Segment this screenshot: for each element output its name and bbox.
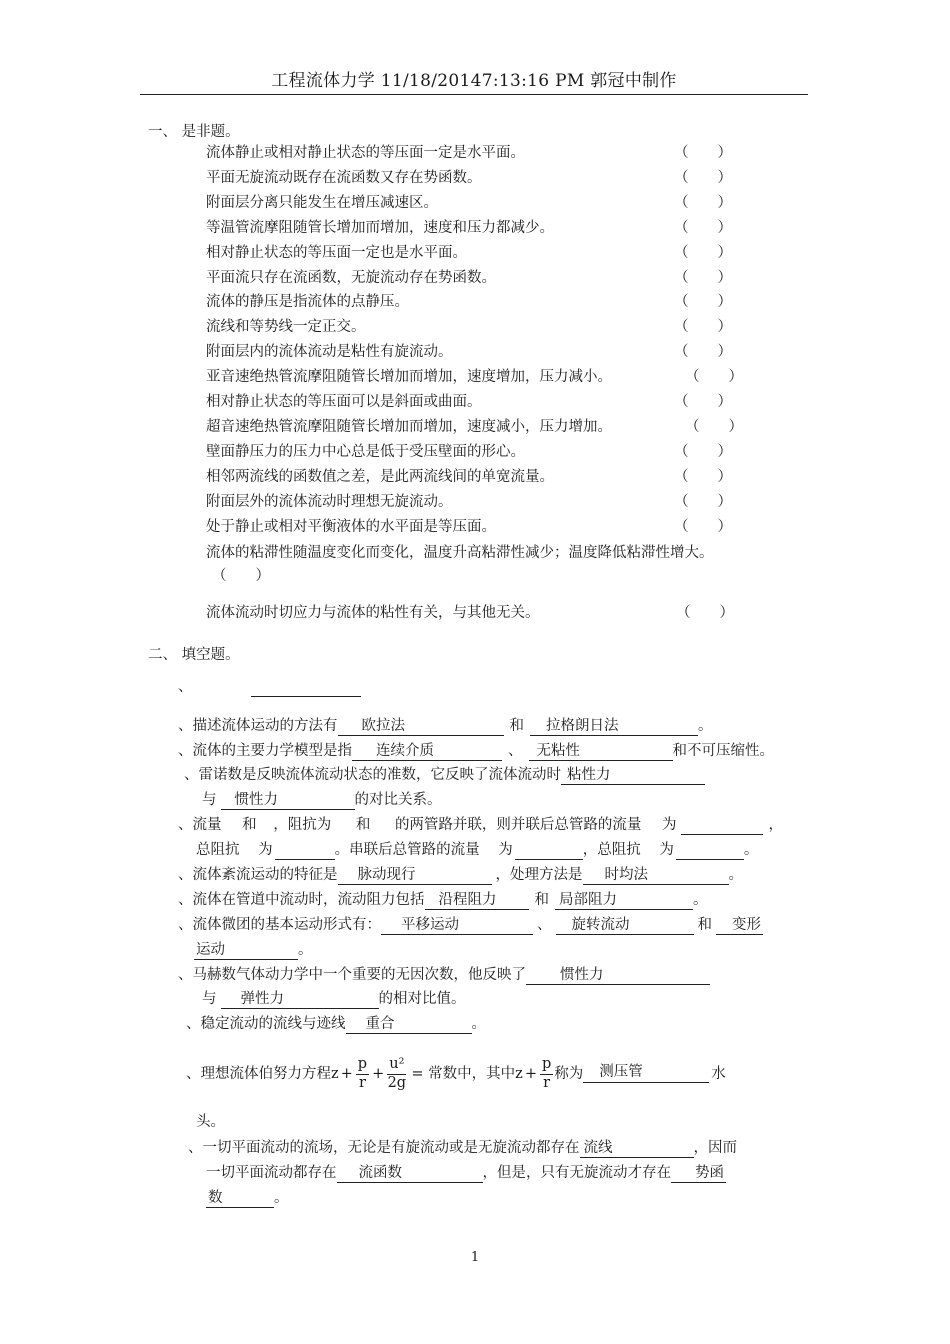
- formula-symbol: +: [340, 1065, 353, 1082]
- answer-blank[interactable]: 时均法: [583, 868, 729, 885]
- question-text: 与: [202, 792, 217, 808]
- question-text: 。: [298, 942, 313, 958]
- answer-paren[interactable]: （ ）: [674, 468, 732, 485]
- answer-paren[interactable]: （ ）: [674, 493, 732, 510]
- answer-blank[interactable]: 运动: [194, 943, 298, 960]
- fill-question-10: [186, 1052, 726, 1096]
- question-text: 、: [537, 917, 552, 933]
- fill-question-8-line2: [202, 992, 466, 1009]
- list-item: [206, 219, 732, 236]
- question-text: 为: [659, 842, 674, 858]
- question-text: 和: [509, 718, 524, 734]
- fill-question-1: [178, 719, 713, 736]
- list-item: [206, 169, 732, 186]
- formula-numerator: u²: [387, 1056, 406, 1074]
- fill-question-4: [178, 818, 808, 835]
- answer-paren[interactable]: （ ）: [674, 145, 732, 161]
- list-item: [206, 443, 732, 460]
- question-text: 流体的静压是指流体的点静压。: [206, 294, 409, 311]
- list-item: [206, 244, 732, 261]
- question-text: 和: [534, 892, 549, 908]
- question-text: 为: [662, 817, 677, 833]
- question-text: 的对比关系。: [354, 792, 442, 808]
- fill-question-2: [178, 744, 774, 761]
- list-item: [206, 418, 743, 435]
- question-text: ，阻抗为: [273, 817, 332, 833]
- formula-symbol: z: [331, 1065, 339, 1082]
- answer-blank[interactable]: 局部阻力: [555, 893, 693, 910]
- answer-paren[interactable]: （ ）: [674, 269, 732, 286]
- question-text: 。: [274, 1190, 289, 1206]
- list-item: [206, 194, 732, 211]
- question-text: 超音速绝热管流摩阻随管长增加而增加，速度减小，压力增加。: [206, 418, 612, 435]
- formula-numerator: p: [540, 1056, 553, 1074]
- question-text: 总阻抗: [196, 842, 240, 858]
- question-text: 处于静止或相对平衡液体的水平面是等压面。: [206, 518, 496, 535]
- question-text: 和不可压缩性。: [672, 743, 774, 759]
- question-text: 流体流动时切应力与流体的粘性有关，与其他无关。: [206, 605, 540, 621]
- fill-question-11: [188, 1141, 808, 1158]
- answer-blank[interactable]: [251, 680, 361, 697]
- answer-blank[interactable]: 粘性力: [561, 768, 705, 785]
- question-text: ，但是，只有无旋流动才存在: [482, 1165, 671, 1181]
- answer-blank[interactable]: [515, 843, 583, 860]
- formula-symbol: +: [372, 1065, 385, 1082]
- question-text: 。: [471, 1016, 486, 1032]
- answer-blank[interactable]: 旋转流动: [556, 918, 694, 935]
- question-text: 。: [743, 842, 759, 858]
- section-heading-fill-blank: 二、 填空题。: [148, 647, 240, 663]
- list-item: [206, 344, 732, 361]
- question-text: 、流体紊流运动的特征是: [178, 867, 338, 883]
- list-item: [206, 546, 714, 561]
- answer-blank[interactable]: 惯性力: [221, 793, 355, 810]
- question-text: 平面无旋流动既存在流函数又存在势函数。: [206, 169, 482, 186]
- answer-paren[interactable]: （ ）: [674, 294, 732, 311]
- question-text: ，因而: [693, 1140, 737, 1156]
- answer-paren[interactable]: （ ）: [674, 518, 732, 535]
- fill-question-9: [186, 1017, 486, 1034]
- list-item: [206, 369, 743, 386]
- question-text: 、理想流体伯努力方程: [186, 1065, 331, 1082]
- answer-paren[interactable]: （ ）: [674, 443, 732, 460]
- answer-paren[interactable]: （ ）: [674, 344, 732, 361]
- question-text: 附面层外的流体流动时理想无旋流动。: [206, 493, 453, 510]
- formula-denominator: r: [543, 1074, 551, 1091]
- formula-fraction: [540, 1056, 553, 1092]
- question-text: 和: [355, 817, 371, 833]
- formula-symbol: +: [524, 1065, 537, 1082]
- list-item: [206, 319, 732, 336]
- question-text: 为: [498, 842, 513, 858]
- fill-question-6: [178, 893, 708, 910]
- formula-fraction: [356, 1056, 369, 1092]
- question-text: 为: [258, 842, 273, 858]
- question-text: 亚音速绝热管流摩阻随管长增加而增加，速度增加，压力减小。: [206, 369, 612, 386]
- question-text: ，总阻抗: [582, 842, 641, 858]
- answer-paren: （ ）: [676, 605, 734, 621]
- question-text: 流线和等势线一定正交。: [206, 319, 366, 336]
- question-text: 流体的粘滞性随温度变化而变化，温度升高粘滞性减少；温度降低粘滞性增大。: [206, 545, 714, 561]
- formula-fraction: [387, 1056, 406, 1092]
- fill-question-0: [178, 680, 361, 697]
- answer-blank[interactable]: 数: [206, 1191, 274, 1208]
- question-text: 附面层内的流体流动是粘性有旋流动。: [206, 344, 453, 361]
- list-item: [206, 394, 732, 410]
- question-text: 、一切平面流动的流场，无论是有旋流动或是无旋流动都存在: [188, 1140, 580, 1156]
- question-text: 壁面静压力的压力中心总是低于受压壁面的形心。: [206, 443, 525, 460]
- question-text: 、: [508, 743, 523, 759]
- fill-question-3-line2: [202, 793, 442, 810]
- question-text: 、描述流体运动的方法有: [178, 718, 338, 734]
- fill-question-7: [178, 918, 808, 935]
- question-text: 。: [698, 718, 713, 734]
- question-text: 和: [242, 817, 257, 833]
- list-item: [206, 145, 732, 161]
- list-item: [206, 493, 732, 510]
- answer-paren[interactable]: （ ）: [674, 169, 732, 186]
- answer-blank[interactable]: 弹性力: [221, 992, 379, 1009]
- header-divider: [140, 94, 808, 95]
- fill-question-4-line2: [196, 843, 758, 860]
- list-item: [206, 468, 732, 485]
- answer-paren[interactable]: （ ）: [685, 418, 743, 435]
- formula-denominator: 2g: [387, 1074, 407, 1091]
- fill-question-8: [178, 968, 710, 985]
- fill-question-7-line2: [194, 943, 313, 960]
- question-text: 与: [202, 991, 217, 1007]
- list-item: [206, 518, 732, 535]
- answer-blank[interactable]: [275, 843, 335, 860]
- question-text: 和: [697, 917, 712, 933]
- question-text: 、雷诺数是反映流体流动状态的准数，它反映了流体流动时: [184, 767, 561, 783]
- question-text: 等温管流摩阻随管长增加而增加，速度和压力都减少。: [206, 219, 554, 236]
- answer-paren[interactable]: （ ）: [674, 319, 732, 336]
- answer-blank[interactable]: 流线: [580, 1141, 694, 1158]
- page-title: 工程流体力学 11/18/20147:13:16 PM 郭冠中制作: [271, 71, 677, 91]
- fill-question-11-line2: [206, 1166, 806, 1183]
- answer-blank[interactable]: [681, 818, 763, 835]
- question-text: = 常数中，其中: [411, 1065, 516, 1082]
- answer-blank[interactable]: [676, 843, 744, 860]
- question-text: 、马赫数气体动力学中一个重要的无因次数，他反映了: [178, 967, 526, 983]
- page-number: 1: [470, 1250, 480, 1265]
- question-text: 、流体微团的基本运动形式有：: [178, 917, 381, 933]
- list-item: [206, 269, 732, 286]
- question-text: 相邻两流线的函数值之差，是此两流线间的单宽流量。: [206, 468, 554, 485]
- answer-paren[interactable]: （ ）: [674, 244, 732, 261]
- answer-blank[interactable]: 惯性力: [526, 968, 710, 985]
- answer-paren[interactable]: （ ）: [685, 369, 743, 386]
- question-text: 、流量: [178, 817, 222, 833]
- question-text: 水: [711, 1065, 726, 1082]
- answer-blank[interactable]: 变形: [716, 918, 763, 935]
- answer-blank[interactable]: 无粘性: [529, 744, 673, 761]
- question-text: 的两管路并联，则并联后总管路的流量: [394, 817, 642, 833]
- list-item: [206, 294, 732, 311]
- answer-blank[interactable]: 拉格朗日法: [530, 719, 698, 736]
- answer-paren: （ ）: [212, 568, 270, 584]
- answer-blank[interactable]: 流函数: [337, 1166, 483, 1183]
- question-text: 、: [178, 679, 193, 695]
- question-text: 平面流只存在流函数，无旋流动存在势函数。: [206, 269, 496, 286]
- fill-question-3: [184, 768, 705, 785]
- question-text: ，处理方法是: [495, 867, 583, 883]
- answer-paren[interactable]: （ ）: [674, 394, 732, 410]
- question-text: 的相对比值。: [378, 991, 466, 1007]
- question-text: 。: [693, 892, 708, 908]
- question-text: ，: [768, 817, 784, 833]
- question-text: 相对静止状态的等压面可以是斜面或曲面。: [206, 394, 482, 410]
- question-text: 。: [728, 867, 743, 883]
- formula-symbol: z: [515, 1065, 523, 1082]
- answer-blank[interactable]: 欧拉法: [338, 719, 504, 736]
- fill-question-10-line2: 头。: [196, 1114, 225, 1130]
- question-text: 、稳定流动的流线与迹线: [186, 1016, 346, 1032]
- answer-blank[interactable]: 沿程阻力: [425, 893, 529, 910]
- answer-blank[interactable]: 势函: [671, 1166, 726, 1183]
- answer-blank[interactable]: 平移运动: [381, 918, 533, 935]
- answer-paren[interactable]: （ ）: [674, 219, 732, 236]
- question-text: 称为: [554, 1065, 584, 1082]
- formula-denominator: r: [358, 1074, 366, 1091]
- section-heading-true-false: 一、 是非题。: [148, 124, 240, 140]
- question-text: 流体静止或相对静止状态的等压面一定是水平面。: [206, 145, 525, 161]
- fill-question-5: [178, 868, 743, 885]
- question-text: 附面层分离只能发生在增压减速区。: [206, 194, 438, 211]
- formula-numerator: p: [356, 1056, 369, 1074]
- question-text: 。串联后总管路的流量: [334, 842, 480, 858]
- question-text: 、流体的主要力学模型是指: [178, 743, 352, 759]
- fill-question-11-line3: [206, 1191, 289, 1208]
- question-text: 相对静止状态的等压面一定也是水平面。: [206, 244, 467, 261]
- answer-blank[interactable]: 重合: [346, 1017, 472, 1034]
- list-item: [206, 606, 540, 621]
- answer-paren[interactable]: （ ）: [674, 194, 732, 211]
- answer-blank[interactable]: 连续介质: [352, 744, 502, 761]
- answer-blank[interactable]: 测压管: [583, 1065, 709, 1082]
- question-text: 、流体在管道中流动时，流动阻力包括: [178, 892, 425, 908]
- answer-blank[interactable]: 脉动现行: [338, 868, 492, 885]
- question-text: 一切平面流动都存在: [206, 1165, 337, 1181]
